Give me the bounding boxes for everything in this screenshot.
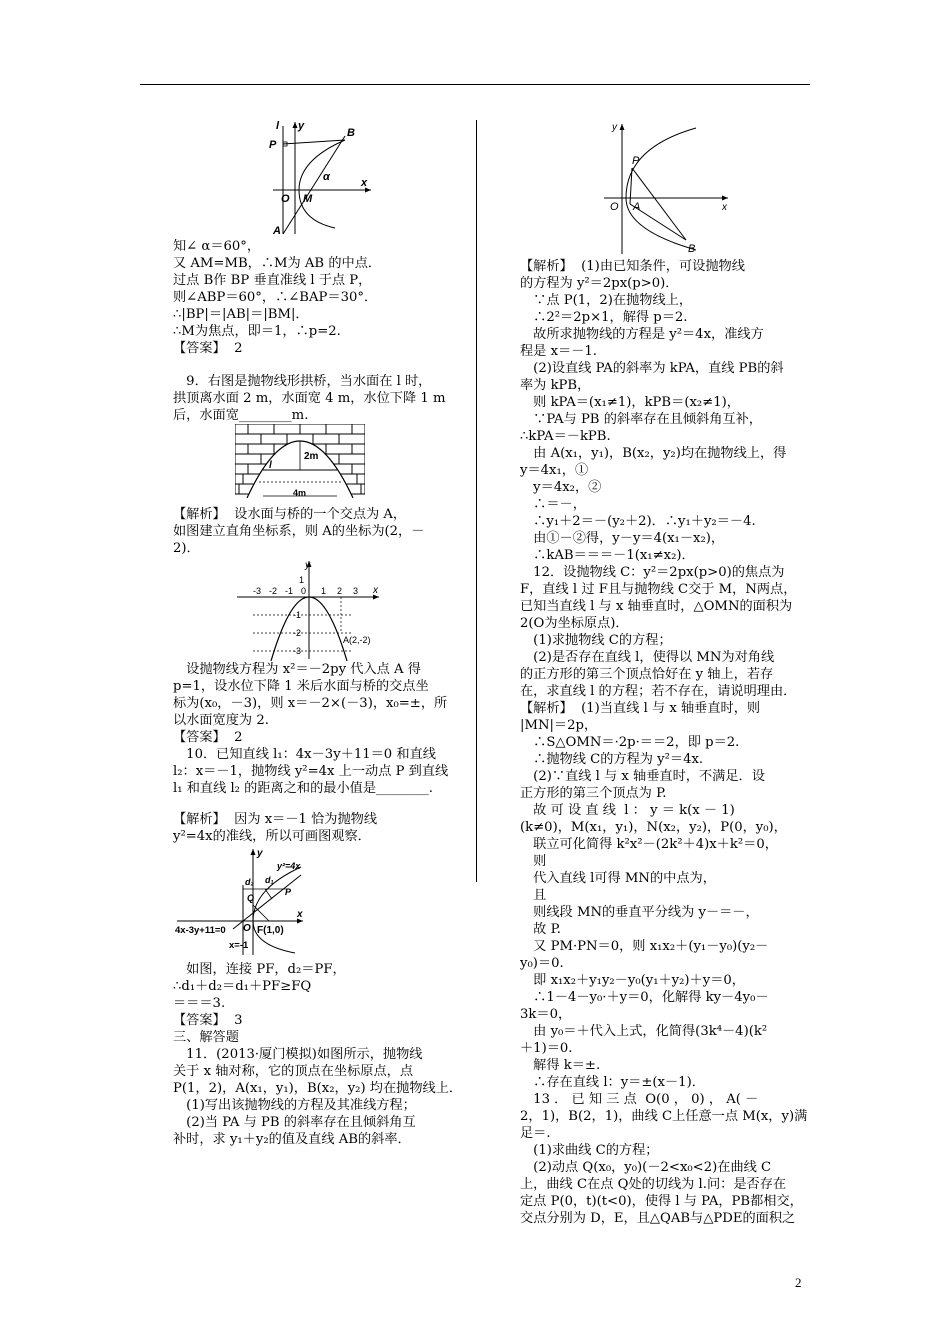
text-line: ∴d₁＋d₂＝d₁＋PF≥FQ [173, 979, 312, 994]
text-line: 【解析】 设水面与桥的一个交点为 A， [173, 507, 407, 522]
q8-solution [173, 238, 469, 357]
text-line: 由①－②得，y－y＝4(x₁－x₂)， [520, 531, 725, 546]
label-O: O [243, 923, 251, 934]
tick-label: 1 [299, 575, 305, 585]
label-B: B [688, 243, 696, 255]
label-l2: x=-1 [229, 940, 249, 951]
text-line: y＝4x₁，① [520, 463, 589, 478]
text-line: 又 PM·PN＝0，则 x₁x₂＋(y₁－y₀)(y₂－ [520, 939, 769, 954]
figure-q11 [600, 118, 730, 256]
tick-label: -2 [269, 586, 278, 596]
text-line: 标为(x₀，－3)，则 x＝－2×(－3)，x₀=±，所 [173, 696, 448, 711]
text-line: 足＝. [520, 1126, 551, 1141]
text-line: 设抛物线方程为 x²＝－2py 代入点 A 得 [173, 662, 421, 677]
q9-10-text [173, 661, 469, 797]
tick-label: 0 [301, 586, 307, 596]
text-line: 如图建立直角坐标系，则 A的坐标为(2，－ [173, 524, 425, 539]
text-line: 又 AM=MB，∴M为 AB 的中点． [173, 256, 382, 271]
text-line: ∴|BP|＝|AB|＝|BM|． [173, 307, 309, 322]
text-line: (2)动点 Q(x₀，y₀)(－2<x₀<2)在曲线 C [520, 1160, 772, 1175]
tick-label: -1 [293, 610, 302, 620]
text-line: 故 P. [520, 922, 561, 937]
text-line: |MN|＝2p， [520, 718, 598, 733]
text-line: 联立可化简得 k²x²－(2k²＋4)x＋k²＝0， [520, 837, 778, 852]
text-line: 知∠ α＝60°， [173, 239, 261, 254]
text-line: (2)∵直线 l 与 x 轴垂直时，不满足．设 [520, 769, 765, 784]
text-line: ∴kPA＝－kPB. [520, 429, 611, 444]
text-line: 2)． [173, 541, 200, 556]
text-line: 【解析】 因为 x＝－1 恰为抛物线 [173, 812, 378, 827]
text-line: ∴2²＝2p×1，解得 p＝2. [520, 310, 688, 325]
text-line: 且 [520, 888, 547, 903]
right-text [520, 258, 820, 1227]
text-line: ∴y₁＋2＝－(y₂＋2)．∴y₁＋y₂＝－4. [520, 514, 756, 529]
text-line: 正方形的第三个顶点为 P. [520, 786, 667, 801]
text-line: y₀)＝0. [520, 956, 564, 971]
label-l: l [269, 460, 272, 471]
text-line: 9．右图是抛物线形拱桥，当水面在 l 时， [173, 374, 432, 389]
q9-question [173, 373, 469, 424]
text-line: P(1，2)，A(x₁，y₁)，B(x₂，y₂) 均在抛物线上． [173, 1081, 463, 1096]
text-line: (1)写出该抛物线的方程及其准线方程； [173, 1098, 416, 1113]
text-line: 的正方形的第三个顶点恰好在 y 轴上，若存 [520, 667, 774, 682]
text-line: ∴kAB＝＝＝－1(x₁≠x₂)． [520, 548, 695, 563]
label-d1: d₁ [265, 875, 274, 885]
left-column [173, 118, 469, 1148]
label-x: x [722, 202, 727, 213]
figure-q9-bridge [235, 424, 365, 498]
text-line: 解得 k＝±. [520, 1058, 601, 1073]
label-O: O [281, 193, 290, 205]
figure-q9-coords [233, 557, 383, 661]
label-y: y [305, 560, 310, 571]
text-line: 12．设抛物线 C：y²＝2px(p>0)的焦点为 [520, 565, 785, 580]
label-B: B [347, 127, 355, 139]
text-line: ∴M为焦点，即＝1，∴p=2. [173, 324, 341, 339]
text-line: 率为 kPB， [520, 378, 591, 393]
label-y: y [257, 848, 263, 859]
answer-line: 【答案】 3 [173, 1013, 243, 1028]
text-line: (1)求曲线 C的方程； [520, 1143, 659, 1158]
text-line: F，直线 l 过 F且与抛物线 C交于 M，N两点， [520, 582, 797, 597]
text-line: 由 y₀＝＋代入上式，化简得(3k⁴－4)(k² [520, 1024, 768, 1039]
tick-label: -3 [293, 646, 302, 656]
text-line: 定点 P(0，t)(t<0)，使得 l 与 PA，PB都相交， [520, 1194, 803, 1209]
label-y: y [612, 122, 617, 133]
text-line: 拱顶离水面 2 m，水面宽 4 m，水位下降 1 m [173, 391, 446, 406]
label-x: x [373, 585, 378, 596]
tick-label: -1 [285, 586, 294, 596]
answer-line: 【答案】 2 [173, 730, 243, 745]
text-line: 上，曲线 C在点 Q处的切线为 l.问：是否存在 [520, 1177, 787, 1192]
tick-label: 1 [321, 586, 327, 596]
right-column [520, 118, 820, 1227]
text-line: 11．(2013·厦门模拟)如图所示，抛物线 [173, 1047, 423, 1062]
text-line: y＝4x₂，② [520, 480, 602, 495]
label-alpha: α [323, 171, 330, 183]
figure-q10 [173, 845, 305, 957]
label-height: 2m [304, 451, 319, 462]
text-line: (2)当 PA 与 PB 的斜率存在且倾斜角互 [173, 1115, 416, 1130]
text-line: 则 kPA＝(x₁≠1)，kPB＝(x₂≠1)， [520, 395, 740, 410]
label-P: P [632, 155, 640, 167]
tick-label: 2 [337, 586, 343, 596]
text-line: 3k＝0， [520, 1007, 572, 1022]
text-line: 则 [520, 854, 547, 869]
text-line: 在，求直线 l 的方程；若不存在，请说明理由． [520, 684, 797, 699]
text-line: y²=4x的准线，所以可画图观察． [173, 829, 371, 844]
tick-label: -2 [293, 628, 302, 638]
text-line: 【解析】 (1)当直线 l 与 x 轴垂直时，则 [520, 701, 761, 716]
text-line: l₁ 和直线 l₂ 的距离之和的最小值是________. [173, 781, 433, 796]
text-line: ∴1－4－y₀·＋y＝0，化解得 ky－4y₀－ [520, 990, 769, 1005]
text-line: 代入直线 l可得 MN的中点为， [520, 871, 716, 886]
label-l1: 4x-3y+11=0 [175, 925, 226, 936]
label-d2: d₂ [245, 877, 254, 887]
text-line: 的方程为 y²＝2px(p>0)． [520, 276, 679, 291]
text-line: 后，水面宽________m. [173, 408, 309, 423]
tick-label: -3 [253, 586, 262, 596]
text-line: 由 A(x₁，y₁)，B(x₂，y₂)均在抛物线上，得 [520, 446, 787, 461]
label-A: A [273, 225, 281, 237]
text-line: 关于 x 轴对称，它的顶点在坐标原点，点 [173, 1064, 414, 1079]
text-line: 则线段 MN的垂直平分线为 y－＝－， [520, 905, 759, 920]
column-divider [476, 120, 477, 882]
text-line: 故所求抛物线的方程是 y²＝4x，准线方 [520, 327, 764, 342]
text-line: 故 可 设 直 线 l ： y ＝ k(x － 1) [520, 803, 735, 818]
text-line: 则∠ABP＝60°，∴∠BAP＝30°． [173, 290, 378, 305]
text-line: l₂：x＝－1，抛物线 y²=4x 上一动点 P 到直线 [173, 764, 449, 779]
label-x: x [297, 909, 303, 920]
text-line: ∵点 P(1，2)在抛物线上， [520, 293, 693, 308]
text-line: 【解析】 (1)由已知条件，可设抛物线 [520, 259, 745, 274]
q10-solution-intro [173, 811, 469, 845]
text-line: 2(O为坐标原点)． [520, 616, 629, 631]
tick-label: 3 [353, 586, 359, 596]
text-line: 2，1)，B(2，1)，曲线 C上任意一点 M(x，y)满 [520, 1109, 808, 1124]
label-Q: Q [247, 893, 255, 903]
text-line: 程是 x＝－1. [520, 344, 597, 359]
text-line: 10．已知直线 l₁：4x－3y＋11＝0 和直线 [173, 747, 436, 762]
text-line: 以水面宽度为 2. [173, 713, 269, 728]
label-width: 4m [293, 488, 307, 498]
label-curve: y²=4x [277, 861, 301, 871]
label-l: l [276, 120, 280, 132]
text-line: p=1，设水位下降 1 米后水面与桥的交点坐 [173, 679, 429, 694]
label-P: P [285, 887, 292, 897]
text-line: ＝＝＝3. [173, 996, 226, 1011]
label-x: x [361, 177, 368, 189]
text-line: 过点 B作 BP 垂直准线 l 于点 P， [173, 273, 372, 288]
text-line: ∵PA与 PB 的斜率存在且倾斜角互补， [520, 412, 762, 427]
section-heading: 三、解答题 [173, 1030, 239, 1045]
text-line: ∴＝－， [520, 497, 586, 512]
text-line: 补时，求 y₁＋y₂的值及直线 AB的斜率． [173, 1132, 411, 1147]
label-A: A [633, 201, 641, 213]
q10-11-text [173, 961, 469, 1148]
header-rule [140, 84, 810, 85]
text-line: (2)是否存在直线 l，使得以 MN为对角线 [520, 650, 775, 665]
text-line: (1)求抛物线 C的方程； [520, 633, 672, 648]
q9-solution [173, 506, 469, 557]
point-A-label: A(2,-2) [343, 635, 371, 645]
label-M: M [303, 193, 313, 205]
text-line: ∴S△OMN＝·2p·＝＝2，即 p＝2. [520, 735, 740, 750]
label-O: O [610, 201, 619, 213]
text-line: ＋1)＝0. [520, 1041, 573, 1056]
text-line: 13 ． 已 知 三 点 O(0 ， 0) ， A( － [520, 1092, 759, 1107]
label-y: y [298, 120, 305, 132]
text-line: 交点分别为 D，E，且△QAB与△PDE的面积之 [520, 1211, 796, 1226]
answer-line: 【答案】 2 [173, 341, 243, 356]
text-line: ∴抛物线 C的方程为 y²＝4x. [520, 752, 704, 767]
label-F: F(1,0) [257, 925, 284, 936]
text-line: 已知当直线 l 与 x 轴垂直时，△OMN的面积为 [520, 599, 793, 614]
text-line: 即 x₁x₂＋y₁y₂－y₀(y₁＋y₂)＋y＝0， [520, 973, 745, 988]
label-P: P [269, 139, 277, 151]
text-line: (k≠0)，M(x₁，y₁)，N(x₂，y₂)，P(0，y₀)， [520, 820, 787, 835]
text-line: (2)设直线 PA的斜率为 kPA，直线 PB的斜 [520, 361, 784, 376]
page-number: 2 [795, 1275, 802, 1290]
text-line: 如图，连接 PF，d₂＝PF， [173, 962, 346, 977]
figure-q8 [265, 118, 375, 238]
text-line: ∴存在直线 l：y＝±(x－1)． [520, 1075, 705, 1090]
